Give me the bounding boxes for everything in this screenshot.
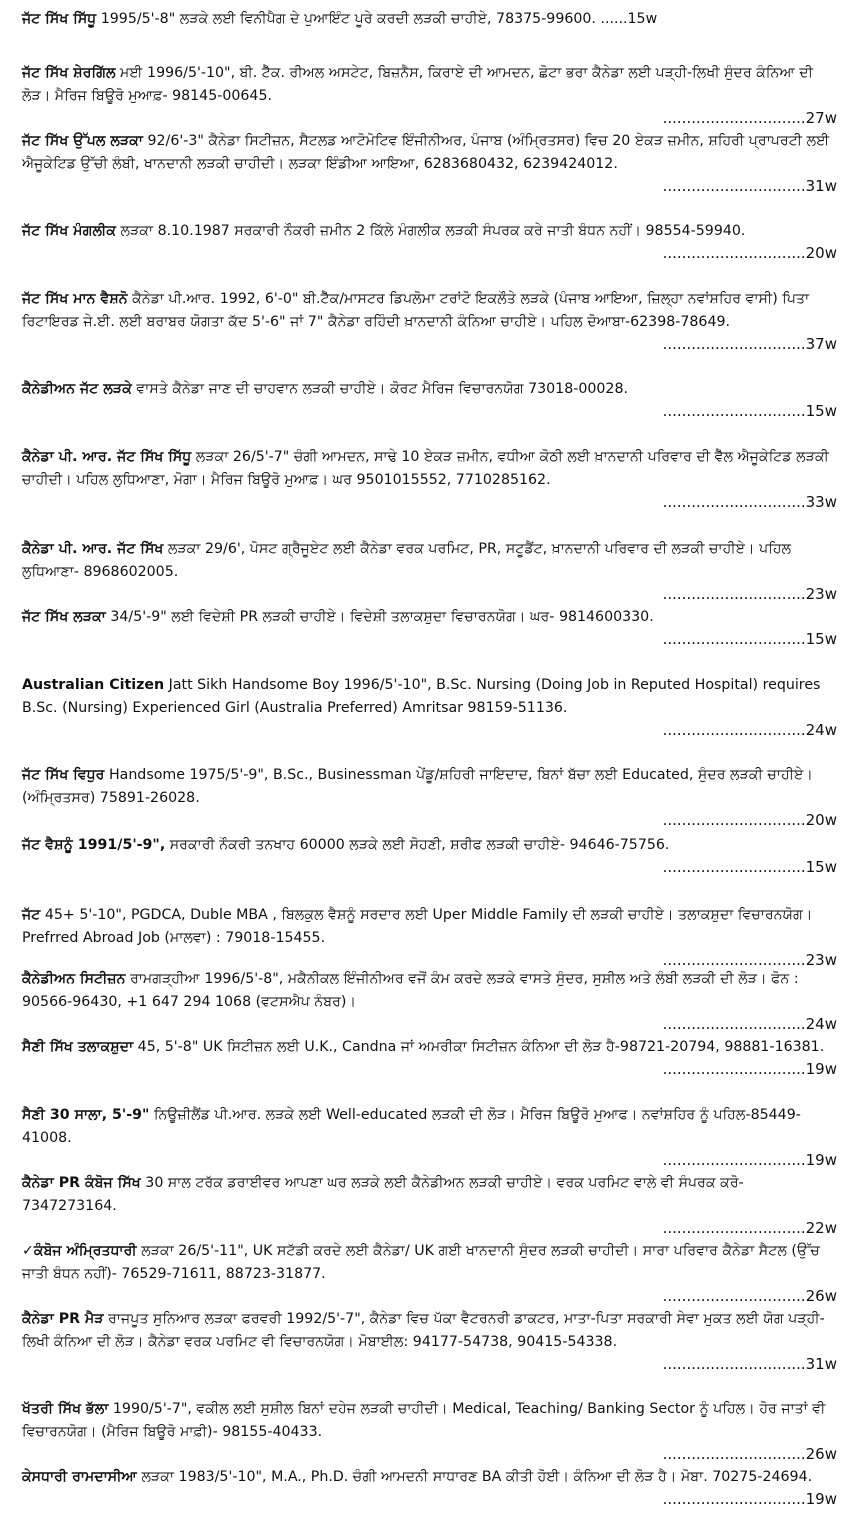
classified-ad: ਕੈਨੇਡਾ PR ਕੰਬੋਜ ਸਿੱਖ 30 ਸਾਲ ਟਰੱਕ ਡਰਾਈਵਰ ਆਪਣਾ ਘਰ ਲੜਕੇ ਲਈ ਕੈਨੇਡੀਅਨ ਲੜਕੀ ਚਾਹੀਏ। ਵਰਕ ਪਰਮਿਟ ਵਾਲੇ ਵੀ ਸੰਪਰਕ ਕਰੋ- 7347273164. ..............................22w (22, 1175, 837, 1237)
classified-ad: ਜੱਟ ਸਿੱਖ ਸ਼ੇਰਗਿੱਲ ਮਈ 1996/5'-10", ਬੀ. ਟੈੱਕ. ਰੀਅਲ ਅਸਟੇਟ, ਬਿਜ਼ਨੈਸ, ਕਿਰਾਏ ਦੀ ਆਮਦਨ, ਛੋਟਾ ਭਰਾ ਕੈਨੇਡਾ ਲਈ ਪੜ੍ਹੀ-ਲਿਖੀ ਸੁੰਦਰ ਕੰਨਿਆ ਦੀ ਲੋੜ। ਮੈਰਿਜ ਬਿਊਰੋ ਮੁਆਫ਼- 98145-00645. ..............................27w (22, 65, 837, 127)
classified-ad: ✓ਕੰਬੋਜ ਅੰਮ੍ਰਿਤਧਾਰੀ ਲੜਕਾ 26/5'-11", UK ਸਟੱਡੀ ਕਰਦੇ ਲਈ ਕੈਨੇਡਾ/ UK ਗਈ ਖਾਨਦਾਨੀ ਸੁੰਦਰ ਲੜਕੀ ਚਾਹੀਦੀ। ਸਾਰਾ ਪਰਿਵਾਰ ਕੈਨੇਡਾ ਸੈਟਲ (ਉੱਚ ਜਾਤੀ ਬੰਧਨ ਨਹੀਂ)- 76529-71611, 88723-31877. ..............................26w (22, 1243, 837, 1305)
classified-ad: ਜੱਟ 45+ 5'-10", PGDCA, Duble MBA , ਬਿਲਕੁਲ ਵੈਸ਼ਨੂੰ ਸਰਦਾਰ ਲਈ Uper Middle Family ਦੀ ਲੜਕੀ ਚਾਹੀਏ। ਤਲਾਕਸ਼ੁਦਾ ਵਿਚਾਰਨਯੋਗ। Prefrred Abroad Job (ਮਾਲਵਾ) : 79018-15455. ..............................23w (22, 907, 837, 969)
classified-ad: ਜੱਟ ਵੈਸ਼ਨੂੰ 1991/5'-9", ਸਰਕਾਰੀ ਨੌਕਰੀ ਤਨਖਾਹ 60000 ਲੜਕੇ ਲਈ ਸੋਹਣੀ, ਸ਼ਰੀਫ ਲੜਕੀ ਚਾਹੀਏ- 94646-75756. ..............................15w (22, 837, 837, 876)
classified-ad: ਜੱਟ ਸਿੱਖ ਮਾਨ ਵੈਸ਼ਨੋ ਕੈਨੇਡਾ ਪੀ.ਆਰ. 1992, 6'-0" ਬੀ.ਟੈੱਕ/ਮਾਸਟਰ ਡਿਪਲੋਮਾ ਟਰਾਂਟੋ ਇਕਲੌਤੇ ਲੜਕੇ (ਪੰਜਾਬ ਆਇਆ, ਜ਼ਿਲ੍ਹਾ ਨਵਾਂਸ਼ਹਿਰ ਵਾਸੀ) ਪਿਤਾ ਰਿਟਾਇਰਡ ਜੇ.ਈ. ਲਈ ਬਰਾਬਰ ਯੋਗਤਾ ਕੱਦ 5'-6" ਜਾਂ 7" ਕੈਨੇਡਾ ਰਹਿੰਦੀ ਖ਼ਾਨਦਾਨੀ ਕੰਨਿਆ ਚਾਹੀਏ। ਪਹਿਲ ਦੋਆਬਾ-62398-78649. ..............................37w (22, 291, 837, 353)
classified-ad: ਕੈਨੇਡੀਅਨ ਸਿਟੀਜ਼ਨ ਰਾਮਗੜ੍ਹੀਆ 1996/5'-8", ਮਕੈਨੀਕਲ ਇੰਜੀਨੀਅਰ ਵਜੋਂ ਕੰਮ ਕਰਦੇ ਲੜਕੇ ਵਾਸਤੇ ਸੁੰਦਰ, ਸੁਸ਼ੀਲ ਅਤੇ ਲੰਬੀ ਲੜਕੀ ਦੀ ਲੋੜ। ਫੋਨ : 90566-96430, +1 647 294 1068 (ਵਟਸਐਪ ਨੰਬਰ)। ..............................24w (22, 971, 837, 1033)
classified-ad: ਕੈਨੇਡੀਅਨ ਜੱਟ ਲੜਕੇ ਵਾਸਤੇ ਕੈਨੇਡਾ ਜਾਣ ਦੀ ਚਾਹਵਾਨ ਲੜਕੀ ਚਾਹੀਏ। ਕੋਰਟ ਮੈਰਿਜ ਵਿਚਾਰਨਯੋਗ 73018-00028. ..............................15w (22, 381, 837, 420)
classified-ad: ਕੇਸਧਾਰੀ ਰਾਮਦਾਸੀਆ ਲੜਕਾ 1983/5'-10", M.A., Ph.D. ਚੰਗੀ ਆਮਦਨੀ ਸਾਧਾਰਣ BA ਕੀਤੀ ਹੋਈ। ਕੰਨਿਆ ਦੀ ਲੋੜ ਹੈ। ਮੋਬਾ. 70275-24694. ..............................19w (22, 1469, 837, 1508)
classified-ad: ਕੈਨੇਡਾ ਪੀ. ਆਰ. ਜੱਟ ਸਿੱਖ ਲੜਕਾ 29/6', ਪੋਸਟ ਗ੍ਰੈਜੂਏਟ ਲਈ ਕੈਨੇਡਾ ਵਰਕ ਪਰਮਿਟ, PR, ਸਟੂਡੈਂਟ, ਖ਼ਾਨਦਾਨੀ ਪਰਿਵਾਰ ਦੀ ਲੜਕੀ ਚਾਹੀਏ। ਪਹਿਲ ਲੁਧਿਆਣਾ- 8968602005. ..............................23w (22, 541, 837, 603)
classified-ad: ਸੈਣੀ 30 ਸਾਲਾ, 5'-9" ਨਿਊਜ਼ੀਲੈਂਡ ਪੀ.ਆਰ. ਲੜਕੇ ਲਈ Well-educated ਲੜਕੀ ਦੀ ਲੋੜ। ਮੈਰਿਜ ਬਿਊਰੋ ਮੁਆਫ। ਨਵਾਂਸ਼ਹਿਰ ਨੂੰ ਪਹਿਲ-85449-41008. ..............................19w (22, 1107, 837, 1169)
classified-ad: ਕੈਨੇਡਾ PR ਮੈੜ ਰਾਜਪੂਤ ਸੁਨਿਆਰ ਲੜਕਾ ਫਰਵਰੀ 1992/5'-7", ਕੈਨੇਡਾ ਵਿਚ ਪੱਕਾ ਵੈਟਰਨਰੀ ਡਾਕਟਰ, ਮਾਤਾ-ਪਿਤਾ ਸਰਕਾਰੀ ਸੇਵਾ ਮੁਕਤ ਲਈ ਯੋਗ ਪੜ੍ਹੀ-ਲਿਖੀ ਕੰਨਿਆ ਦੀ ਲੋੜ। ਕੈਨੇਡਾ ਵਰਕ ਪਰਮਿਟ ਵੀ ਵਿਚਾਰਨਯੋਗ। ਮੋਬਾਈਲ: 94177-54738, 90415-54338. ..............................31w (22, 1311, 837, 1373)
classified-ad: Australian Citizen Jatt Sikh Handsome Boy 1996/5'-10", B.Sc. Nursing (Doing Job in Reputed Hospital) requires B.Sc. (Nursing) Experienced Girl (Australia Preferred) Amritsar 98159-51136. ..............................24w (22, 677, 837, 739)
classified-ad: ਜੱਟ ਸਿੱਖ ਸਿੱਧੂ 1995/5'-8" ਲੜਕੇ ਲਈ ਵਿਨੀਪੈਗ ਦੇ ਪੁਆਇੰਟ ਪੂਰੇ ਕਰਦੀ ਲੜਕੀ ਚਾਹੀਏ, 78375-99600. ......15w (22, 11, 658, 27)
classified-ad: ਸੈਣੀ ਸਿੱਖ ਤਲਾਕਸ਼ੁਦਾ 45, 5'-8" UK ਸਿਟੀਜ਼ਨ ਲਈ U.K., Candna ਜਾਂ ਅਮਰੀਕਾ ਸਿਟੀਜ਼ਨ ਕੰਨਿਆ ਦੀ ਲੋੜ ਹੈ-98721-20794, 98881-16381. ..............................19w (22, 1039, 837, 1078)
classified-ad: ਜੱਟ ਸਿੱਖ ਵਿਧੁਰ Handsome 1975/5'-9", B.Sc., Businessman ਪੇਂਡੂ/ਸ਼ਹਿਰੀ ਜਾਇਦਾਦ, ਬਿਨਾਂ ਬੱਚਾ ਲਈ Educated, ਸੁੰਦਰ ਲੜਕੀ ਚਾਹੀਏ। (ਅੰਮ੍ਰਿਤਸਰ) 75891-26028. ..............................20w (22, 767, 837, 829)
classified-ad: ਖੱਤਰੀ ਸਿੱਖ ਭੱਲਾ 1990/5'-7", ਵਕੀਲ ਲਈ ਸੁਸ਼ੀਲ ਬਿਨਾਂ ਦਹੇਜ ਲੜਕੀ ਚਾਹੀਦੀ। Medical, Teaching/ Banking Sector ਨੂੰ ਪਹਿਲ। ਹੋਰ ਜਾਤਾਂ ਵੀ ਵਿਚਾਰਨਯੋਗ। (ਮੈਰਿਜ ਬਿਊਰੋ ਮਾਫ਼ੀ)- 98155-40433. ..............................26w (22, 1401, 837, 1463)
classified-ad: ਜੱਟ ਸਿੱਖ ਮੰਗਲੀਕ ਲੜਕਾ 8.10.1987 ਸਰਕਾਰੀ ਨੌਕਰੀ ਜ਼ਮੀਨ 2 ਕਿੱਲੇ ਮੰਗਲੀਕ ਲੜਕੀ ਸੰਪਰਕ ਕਰੇ ਜਾਤੀ ਬੰਧਨ ਨਹੀਂ। 98554-59940. ..............................20w (22, 223, 837, 262)
classified-ad: ਜੱਟ ਸਿੱਖ ਲੜਕਾ 34/5'-9" ਲਈ ਵਿਦੇਸ਼ੀ PR ਲੜਕੀ ਚਾਹੀਏ। ਵਿਦੇਸ਼ੀ ਤਲਾਕਸ਼ੁਦਾ ਵਿਚਾਰਨਯੋਗ। ਘਰ- 9814600330. ..............................15w (22, 609, 837, 648)
classified-ad: ਜੱਟ ਸਿੱਖ ਉੱਪਲ ਲੜਕਾ 92/6'-3" ਕੈਨੇਡਾ ਸਿਟੀਜ਼ਨ, ਸੈਟਲਡ ਆਟੋਮੋਟਿਵ ਇੰਜੀਨੀਅਰ, ਪੰਜਾਬ (ਅੰਮ੍ਰਿਤਸਰ) ਵਿਚ 20 ਏਕੜ ਜ਼ਮੀਨ, ਸ਼ਹਿਰੀ ਪ੍ਰਾਪਰਟੀ ਲਈ ਐਜੂਕੇਟਿਡ ਉੱਚੀ ਲੰਬੀ, ਖਾਨਦਾਨੀ ਲੜਕੀ ਚਾਹੀਦੀ। ਲੜਕਾ ਇੰਡੀਆ ਆਇਆ, 6283680432, 6239424012. ..............................31w (22, 133, 837, 195)
classified-ad: ਕੈਨੇਡਾ ਪੀ. ਆਰ. ਜੱਟ ਸਿੱਖ ਸਿੱਧੂ ਲੜਕਾ 26/5'-7" ਚੰਗੀ ਆਮਦਨ, ਸਾਢੇ 10 ਏਕੜ ਜ਼ਮੀਨ, ਵਧੀਆ ਕੋਠੀ ਲਈ ਖ਼ਾਨਦਾਨੀ ਪਰਿਵਾਰ ਦੀ ਵੈੱਲ ਐਜੂਕੇਟਿਡ ਲੜਕੀ ਚਾਹੀਦੀ। ਪਹਿਲ ਲੁਧਿਆਣਾ, ਮੋਗਾ। ਮੈਰਿਜ ਬਿਊਰੋ ਮੁਆਫ਼। ਘਰ 9501015552, 7710285162. ..............................33w (22, 449, 837, 511)
